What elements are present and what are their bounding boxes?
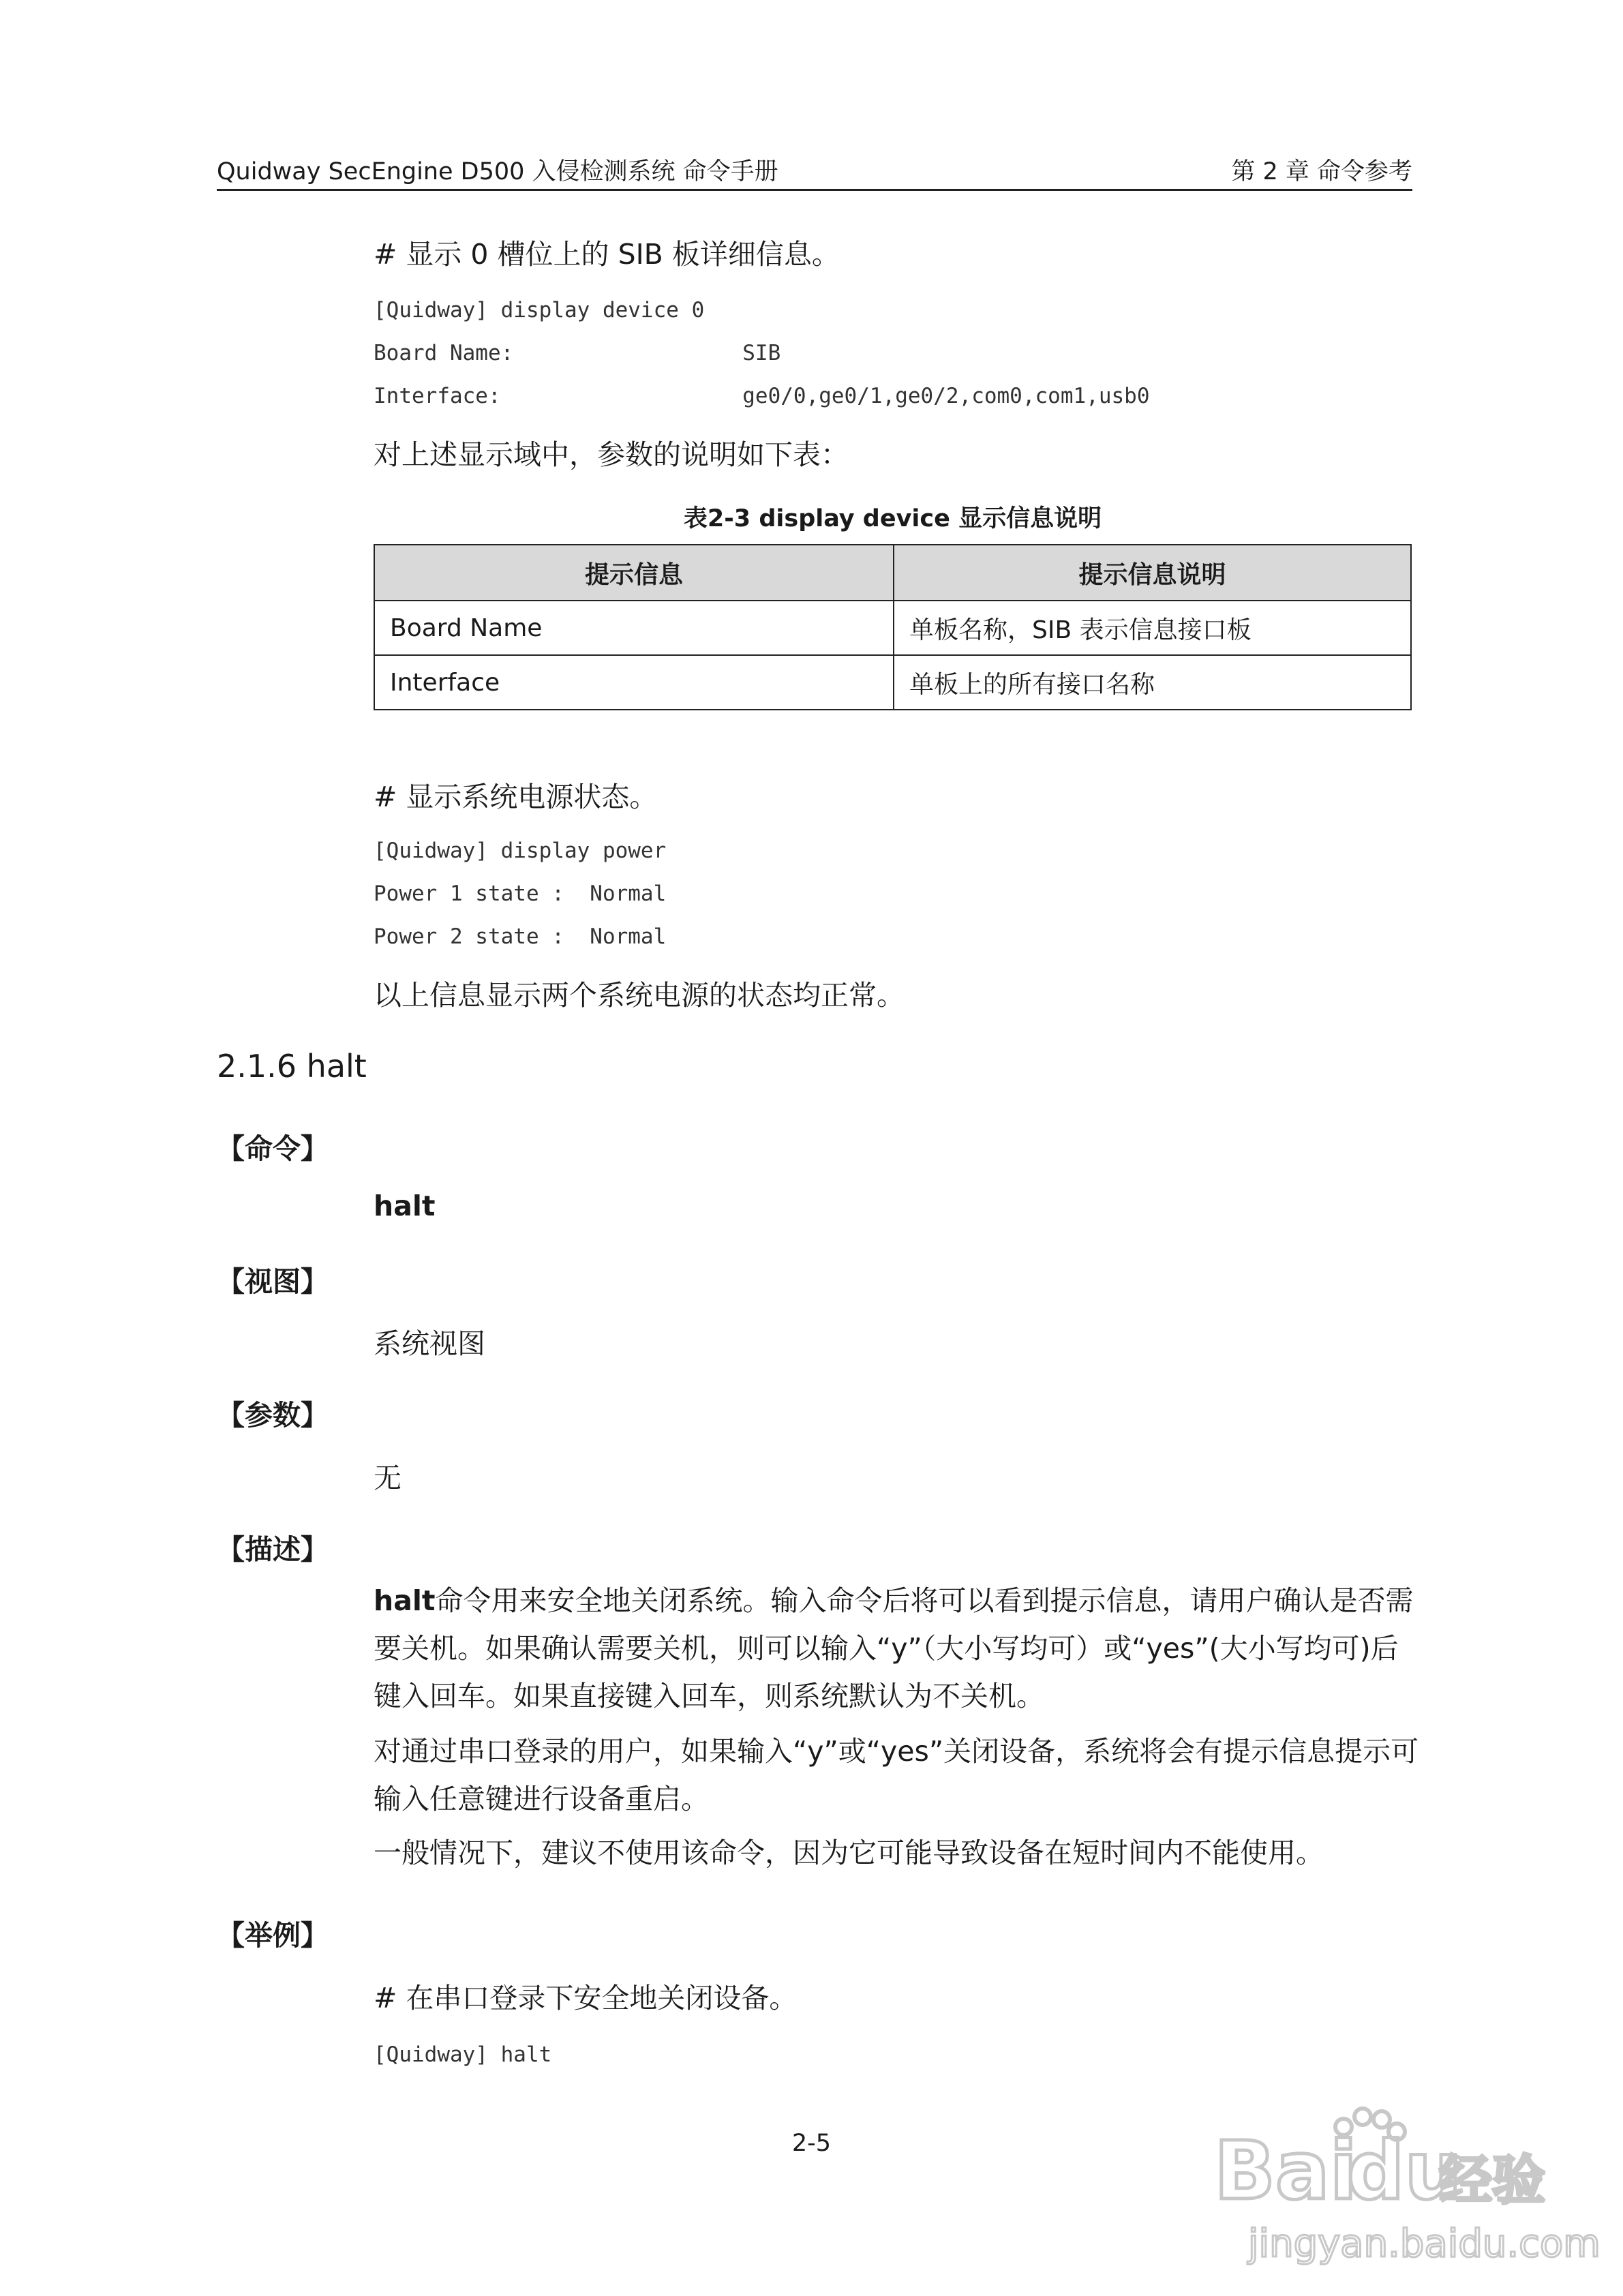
command-syntax: halt (374, 1190, 436, 1222)
display-device-table (374, 544, 1412, 710)
description-paragraph (374, 1577, 1423, 1720)
running-header-chapter: 第 2 章 命令参考 (1231, 158, 1412, 185)
table-cell: Board Name (374, 601, 894, 655)
code-line: [Quidway] halt (374, 2042, 552, 2067)
header-divider (217, 189, 1412, 191)
power-summary: 以上信息显示两个系统电源的状态均正常。 (374, 979, 905, 1012)
table-cell: 单板上的所有接口名称 (894, 655, 1411, 710)
params-value: 无 (374, 1462, 401, 1494)
table-header-row (374, 545, 1411, 601)
code-line: Power 2 state : Normal (374, 924, 667, 949)
code-line: [Quidway] display power (374, 839, 667, 863)
command-heading: 【命令】 (217, 1132, 329, 1165)
description-heading: 【描述】 (217, 1533, 329, 1566)
table-row (374, 655, 1411, 710)
description-paragraph: 一般情况下，建议不使用该命令，因为它可能导致设备在短时间内不能使用。 (374, 1837, 1324, 1869)
description-text: 命令用来安全地关闭系统。输入命令后将可以看到提示信息，请用户确认是否需要关机。如果确认需要关机，则可以输入“y”（大小写均可）或“yes”(大小写均可)后键入回车。如果直接键入回车，则系统默认为不关机。 (374, 1584, 1414, 1712)
table-lead-in: 对上述显示域中，参数的说明如下表： (374, 438, 849, 471)
example-intro-halt: # 在串口登录下安全地关闭设备。 (374, 1982, 798, 2014)
section-title: 2.1.6 halt (217, 1048, 367, 1085)
code-line: Board Name: SIB (374, 341, 781, 365)
view-value: 系统视图 (374, 1327, 485, 1360)
view-heading: 【视图】 (217, 1265, 329, 1298)
table-cell: 单板名称，SIB 表示信息接口板 (894, 601, 1411, 655)
code-line: Power 1 state : Normal (374, 881, 667, 906)
svg-text:jingyan.baidu.com: jingyan.baidu.com (1248, 2222, 1601, 2266)
inline-command: halt (374, 1584, 436, 1617)
table-header-cell: 提示信息 (374, 545, 894, 601)
svg-text:Bai: Bai (1214, 2124, 1358, 2218)
code-line: Interface: ge0/0,ge0/1,ge0/2,com0,com1,usb0 (374, 384, 1150, 408)
params-heading: 【参数】 (217, 1399, 329, 1432)
table-caption: 表2-3 display device 显示信息说明 (683, 505, 1102, 532)
example-intro-device: # 显示 0 槽位上的 SIB 板详细信息。 (374, 238, 840, 271)
description-paragraph: 对通过串口登录的用户，如果输入“y”或“yes”关闭设备，系统将会有提示信息提示可输入任意键进行设备重启。 (374, 1735, 1419, 1815)
example-heading: 【举例】 (217, 1919, 329, 1952)
table-cell: Interface (374, 655, 894, 710)
table-row (374, 601, 1411, 655)
table-header-cell: 提示信息说明 (894, 545, 1411, 601)
page-number: 2-5 (791, 2130, 832, 2157)
svg-text:经验: 经验 (1439, 2150, 1546, 2211)
code-line: [Quidway] display device 0 (374, 298, 705, 322)
example-intro-power: # 显示系统电源状态。 (374, 781, 658, 813)
svg-text:du: du (1347, 2124, 1462, 2218)
running-header-title: Quidway SecEngine D500 入侵检测系统 命令手册 (217, 158, 778, 185)
baidu-jingyan-watermark (1207, 2103, 1601, 2280)
